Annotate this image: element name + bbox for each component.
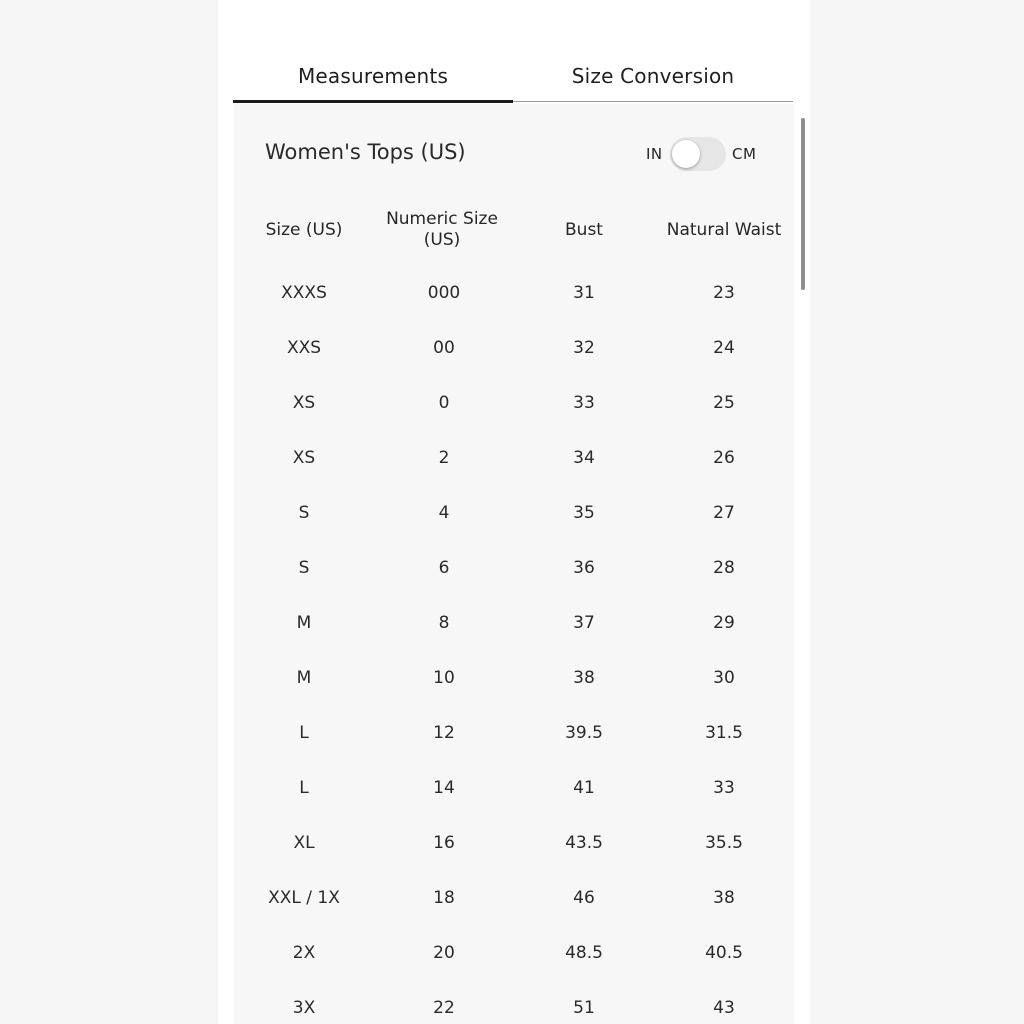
natural-waist-cell: 40.5: [705, 942, 743, 963]
measurements-panel: [234, 104, 794, 1024]
bust-cell: 34: [573, 447, 595, 468]
natural-waist-cell: 24: [713, 337, 735, 358]
table-row: [234, 595, 794, 650]
natural-waist-cell: 33: [713, 777, 735, 798]
bust-cell: 39.5: [565, 722, 603, 743]
bust-cell: 31: [573, 282, 595, 303]
natural-waist-cell: 25: [713, 392, 735, 413]
size-guide-screen: [218, 0, 810, 1024]
header-numeric-line-2: (US): [423, 230, 461, 250]
numeric-size-cell: 8: [438, 612, 450, 633]
header-bust: Bust: [565, 219, 603, 240]
tab-bar: [233, 50, 793, 104]
header-numeric-size: [374, 200, 510, 260]
natural-waist-cell: 27: [713, 502, 735, 523]
size-cell: M: [296, 667, 312, 688]
header-natural-waist: Natural Waist: [666, 219, 782, 240]
table-row: [234, 815, 794, 870]
header-numeric-size-text: [386, 209, 498, 251]
bust-cell: 32: [573, 337, 595, 358]
bust-cell: 33: [573, 392, 595, 413]
table-row: [234, 925, 794, 980]
unit-cm-label: CM: [732, 145, 757, 163]
numeric-size-cell: 6: [438, 557, 450, 578]
size-table: [234, 200, 794, 1024]
numeric-size-cell: 4: [438, 502, 450, 523]
numeric-size-cell: 18: [433, 887, 455, 908]
unit-toggle: [646, 136, 766, 172]
table-row: [234, 320, 794, 375]
numeric-size-cell: 12: [433, 722, 455, 743]
size-cell: XXXS: [281, 282, 327, 303]
table-row: [234, 375, 794, 430]
tab-size-conversion[interactable]: Size Conversion: [571, 64, 735, 88]
table-header: [234, 200, 794, 260]
natural-waist-cell: 23: [713, 282, 735, 303]
table-row: [234, 870, 794, 925]
bust-cell: 46: [573, 887, 595, 908]
natural-waist-cell: 30: [713, 667, 735, 688]
size-cell: 2X: [292, 942, 316, 963]
size-cell: 3X: [292, 997, 316, 1018]
numeric-size-cell: 000: [427, 282, 461, 303]
table-body: [234, 265, 794, 1024]
numeric-size-cell: 22: [433, 997, 455, 1018]
size-cell: XS: [292, 392, 316, 413]
bust-cell: 48.5: [565, 942, 603, 963]
size-cell: XXS: [286, 337, 322, 358]
table-row: [234, 485, 794, 540]
size-cell: L: [299, 722, 309, 743]
size-cell: M: [296, 612, 312, 633]
size-cell: XL: [293, 832, 315, 853]
bust-cell: 43.5: [565, 832, 603, 853]
size-cell: XS: [292, 447, 316, 468]
natural-waist-cell: 28: [713, 557, 735, 578]
table-row: [234, 980, 794, 1024]
natural-waist-cell: 29: [713, 612, 735, 633]
table-row: [234, 540, 794, 595]
natural-waist-cell: 31.5: [705, 722, 743, 743]
bust-cell: 37: [573, 612, 595, 633]
right-backdrop: [810, 0, 1024, 1024]
numeric-size-cell: 00: [433, 337, 455, 358]
table-row: [234, 265, 794, 320]
bust-cell: 41: [573, 777, 595, 798]
bust-cell: 38: [573, 667, 595, 688]
natural-waist-cell: 35.5: [705, 832, 743, 853]
category-title: Women's Tops (US): [265, 140, 466, 164]
size-cell: S: [298, 502, 310, 523]
table-row: [234, 760, 794, 815]
numeric-size-cell: 20: [433, 942, 455, 963]
vertical-scrollbar[interactable]: [801, 118, 805, 290]
natural-waist-cell: 26: [713, 447, 735, 468]
header-size-us: Size (US): [265, 219, 343, 240]
size-cell: S: [298, 557, 310, 578]
table-row: [234, 650, 794, 705]
numeric-size-cell: 10: [433, 667, 455, 688]
natural-waist-cell: 43: [713, 997, 735, 1018]
natural-waist-cell: 38: [713, 887, 735, 908]
unit-switch-knob: [672, 140, 700, 168]
bust-cell: 51: [573, 997, 595, 1018]
table-row: [234, 705, 794, 760]
numeric-size-cell: 2: [438, 447, 450, 468]
unit-switch[interactable]: [670, 137, 726, 171]
tab-measurements[interactable]: Measurements: [297, 64, 449, 88]
unit-in-label: IN: [646, 145, 663, 163]
header-numeric-line-1: Numeric Size: [386, 209, 498, 229]
numeric-size-cell: 0: [438, 392, 450, 413]
bust-cell: 36: [573, 557, 595, 578]
bust-cell: 35: [573, 502, 595, 523]
size-cell: L: [299, 777, 309, 798]
left-backdrop: [0, 0, 218, 1024]
numeric-size-cell: 14: [433, 777, 455, 798]
table-row: [234, 430, 794, 485]
numeric-size-cell: 16: [433, 832, 455, 853]
size-cell: XXL / 1X: [268, 887, 340, 908]
active-tab-indicator: [233, 100, 513, 103]
